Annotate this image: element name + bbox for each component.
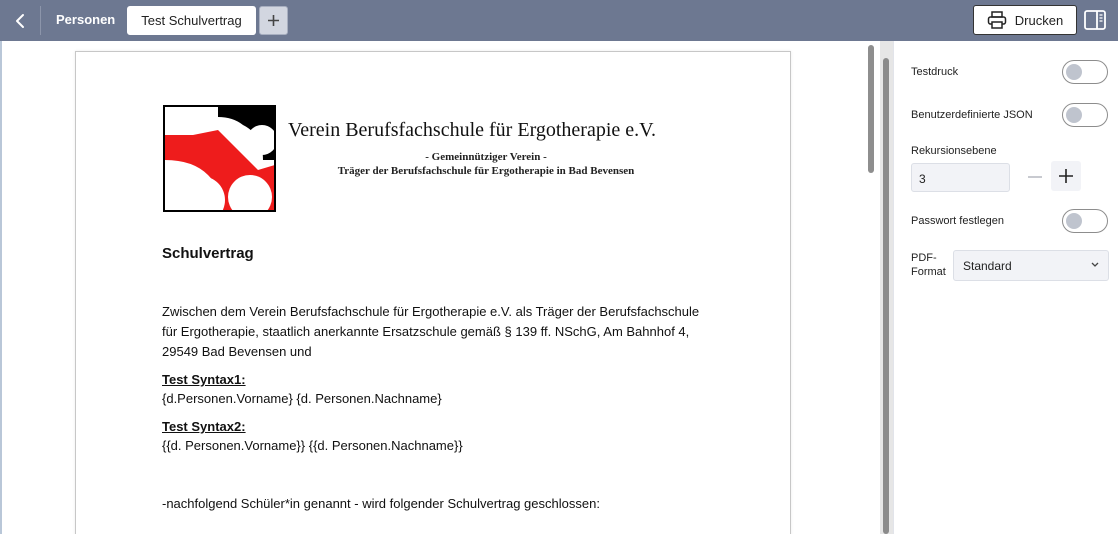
syntax1-label: Test Syntax1: xyxy=(162,372,246,387)
printer-icon xyxy=(987,11,1007,29)
document-viewer[interactable] xyxy=(0,41,893,534)
tab-test-schulvertrag[interactable] xyxy=(127,6,256,35)
school-logo xyxy=(163,105,276,212)
print-button[interactable] xyxy=(973,5,1077,35)
decrement-button[interactable] xyxy=(1022,163,1048,191)
increment-button[interactable] xyxy=(1051,161,1081,191)
org-subtitle: - Gemeinnütziger Verein - xyxy=(425,151,547,163)
breadcrumb-personen[interactable]: Personen xyxy=(56,12,116,27)
testdruck-label: Testdruck xyxy=(911,66,959,78)
chevron-left-icon xyxy=(14,13,26,29)
custom-json-label: Benutzerdefinierte JSON xyxy=(911,109,1033,121)
intro-line: Zwischen dem Verein Berufsfachschule für Ergotherapie e.V. als Träger der Berufsfachschule xyxy=(162,304,700,319)
syntax1-value: {d.Personen.Vorname} {d. Personen.Nachname} xyxy=(162,391,442,406)
pdf-format-label: PDF- xyxy=(911,252,937,264)
outer-scrollbar-thumb[interactable] xyxy=(883,58,889,534)
intro-line: für Ergotherapie, staatlich anerkannte Ersatzschule gemäß § 139 ff. NSchG, Am Bahnhof 4, xyxy=(162,324,690,339)
testdruck-toggle[interactable] xyxy=(1062,60,1108,84)
document-page xyxy=(75,51,791,534)
pdf-format-select[interactable] xyxy=(953,250,1109,281)
viewer-edge xyxy=(0,41,2,534)
print-settings-panel xyxy=(893,41,1118,534)
add-tab-button[interactable] xyxy=(259,6,288,35)
toggle-side-panel-button[interactable] xyxy=(1082,7,1108,33)
pdf-format-value: Standard xyxy=(963,259,1012,273)
password-label: Passwort festlegen xyxy=(911,215,1004,227)
minus-icon xyxy=(1028,176,1042,178)
chevron-down-icon xyxy=(1090,261,1100,269)
syntax2-value: {{d. Personen.Vorname}} {{d. Personen.Nachname}} xyxy=(162,438,463,453)
password-toggle[interactable] xyxy=(1062,209,1108,233)
plus-icon xyxy=(1059,169,1073,183)
sidebar-panel-icon xyxy=(1084,10,1106,30)
org-subtitle: Träger der Berufsfachschule für Ergotherapie in Bad Bevensen xyxy=(337,165,635,177)
document-title: Schulvertrag xyxy=(162,245,254,262)
divider xyxy=(40,6,41,35)
print-label: Drucken xyxy=(1014,12,1064,28)
closing-line: -nachfolgend Schüler*in genannt - wird folgender Schulvertrag geschlossen: xyxy=(162,496,600,511)
syntax2-label: Test Syntax2: xyxy=(162,419,246,434)
recursion-input[interactable]: 3 xyxy=(911,163,1010,192)
org-name: Verein Berufsfachschule für Ergotherapie e.V. xyxy=(288,119,657,141)
recursion-label: Rekursionsebene xyxy=(911,145,997,157)
top-bar xyxy=(0,0,1118,41)
custom-json-toggle[interactable] xyxy=(1062,103,1108,127)
inner-scrollbar-thumb[interactable] xyxy=(868,45,874,173)
tab-label: Test Schulvertrag xyxy=(141,13,242,28)
plus-icon xyxy=(267,14,280,27)
pdf-format-label: Format xyxy=(911,266,946,278)
back-button[interactable] xyxy=(0,0,40,41)
intro-line: 29549 Bad Bevensen und xyxy=(162,344,312,359)
